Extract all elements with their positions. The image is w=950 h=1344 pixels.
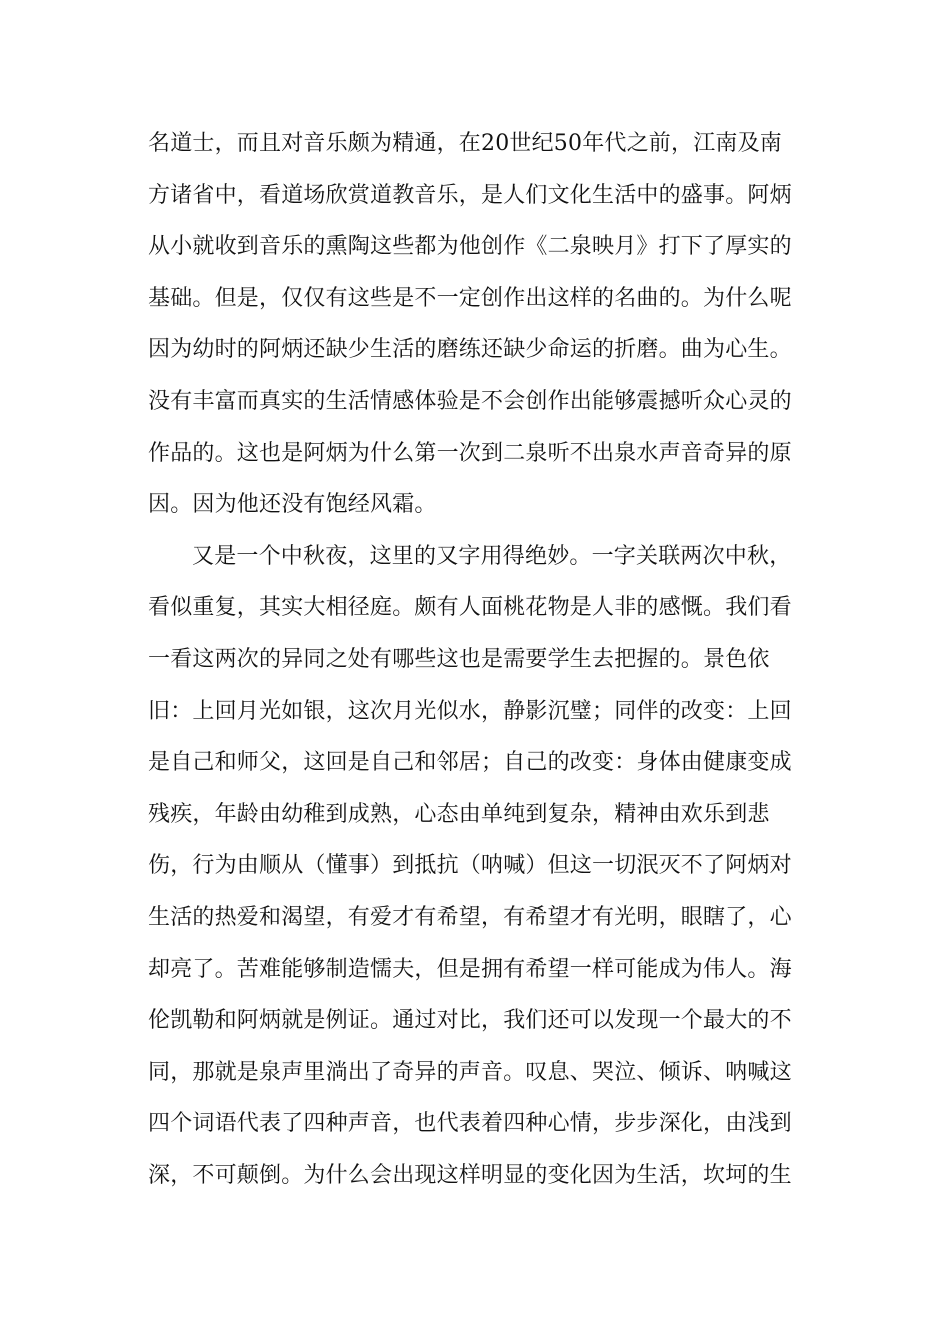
text-line: 方诸省中，看道场欣赏道教音乐，是人们文化生活中的盛事。阿炳 — [148, 182, 792, 208]
text-line: 因。因为他还没有饱经风霜。 — [148, 492, 437, 518]
text-line: 深，不可颠倒。为什么会出现这样明显的变化因为生活，坎坷的生 — [148, 1162, 792, 1188]
text-line: 伦凯勒和阿炳就是例证。通过对比，我们还可以发现一个最大的不 — [148, 1008, 792, 1034]
text-line: 一看这两次的异同之处有哪些这也是需要学生去把握的。景色依 — [148, 646, 770, 672]
text-line: 看似重复，其实大相径庭。颇有人面桃花物是人非的感慨。我们看 — [148, 595, 792, 621]
text-line: 残疾，年龄由幼稚到成熟，心态由单纯到复杂，精神由欢乐到悲 — [148, 801, 770, 827]
text-line: 是自己和师父，这回是自己和邻居；自己的改变：身体由健康变成 — [148, 750, 792, 776]
text-line: 生活的热爱和渴望，有爱才有希望，有希望才有光明，眼瞎了，心 — [148, 904, 792, 930]
text-line: 从小就收到音乐的熏陶这些都为他创作《二泉映月》打下了厚实的 — [148, 234, 792, 260]
text-line: 基础。但是，仅仅有这些是不一定创作出这样的名曲的。为什么呢 — [148, 285, 792, 311]
paragraph-start-line: 又是一个中秋夜，这里的又字用得绝妙。一字关联两次中秋， — [192, 543, 792, 569]
text-line: 因为幼时的阿炳还缺少生活的磨练还缺少命运的折磨。曲为心生。 — [148, 337, 792, 363]
text-line: 伤，行为由顺从（懂事）到抵抗（呐喊）但这一切泯灭不了阿炳对 — [148, 853, 792, 879]
body-text — [148, 118, 818, 1201]
text-line: 却亮了。苦难能够制造懦夫，但是拥有希望一样可能成为伟人。海 — [148, 956, 792, 982]
text-line: 旧：上回月光如银，这次月光似水，静影沉璧；同伴的改变：上回 — [148, 698, 792, 724]
text-line: 同，那就是泉声里淌出了奇异的声音。叹息、哭泣、倾诉、呐喊这 — [148, 1059, 792, 1085]
text-line: 作品的。这也是阿炳为什么第一次到二泉听不出泉水声音奇异的原 — [148, 440, 792, 466]
text-line: 名道士，而且对音乐颇为精通，在20世纪50年代之前，江南及南 — [148, 131, 782, 156]
text-line: 四个词语代表了四种声音，也代表着四种心情，步步深化，由浅到 — [148, 1111, 792, 1137]
text-line: 没有丰富而真实的生活情感体验是不会创作出能够震撼听众心灵的 — [148, 388, 792, 414]
